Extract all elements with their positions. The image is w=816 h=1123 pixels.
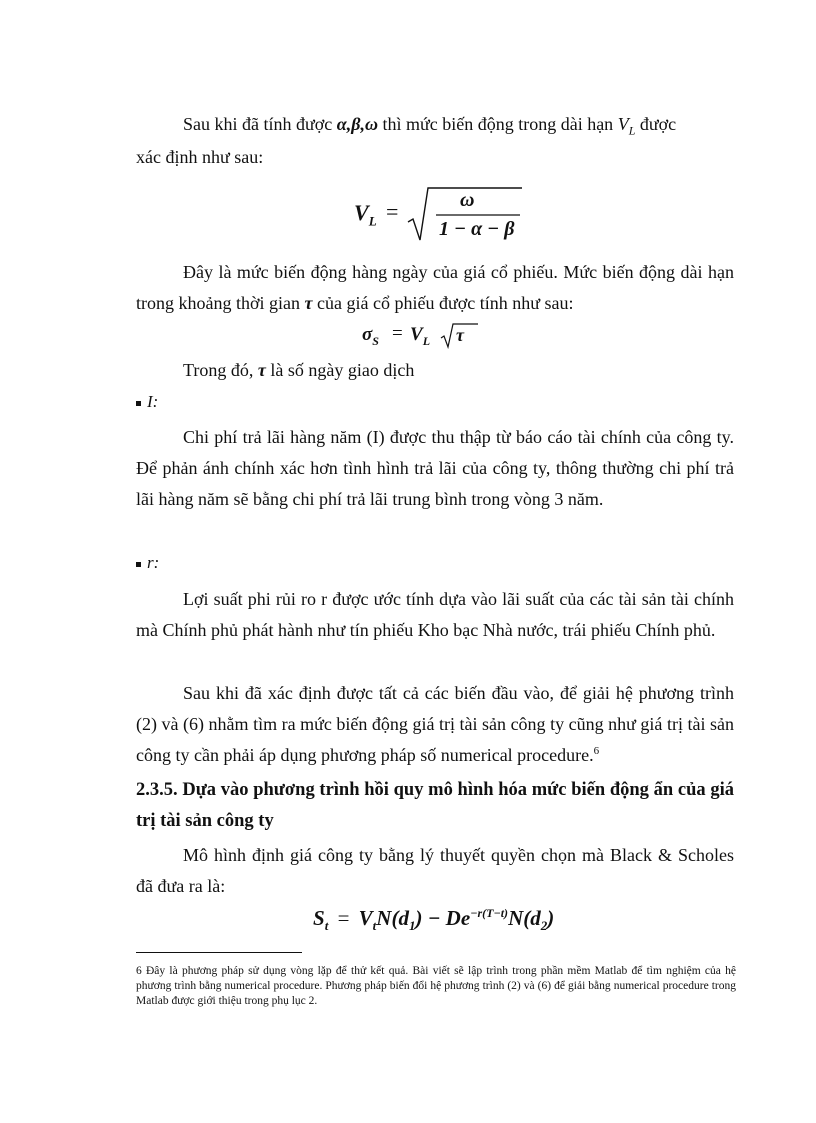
paragraph-1-line-2: xác định như sau: — [136, 147, 264, 167]
paragraph-6: Sau khi đã xác định được tất cả các biến đầu vào, để giải hệ phương trình (2) và (6) nhằm tìm ra mức biến động giá trị tài sản công ty cũng như giá trị tài sản công ty cần phải áp dụng phương pháp số numerical procedure.$^6$ — [136, 683, 734, 765]
alpha-beta-omega-symbols: α,β,ω — [336, 114, 378, 134]
paragraph-5: Lợi suất phi rủi ro r được ước tính dựa vào lãi suất của các tài sản tài chính mà Chính phủ phát hành như tín phiếu Kho bạc Nhà nước, trái phiếu Chính phủ. — [136, 589, 734, 640]
paragraph-3: Trong đó, τ là số ngày giao dịch — [183, 360, 415, 380]
equation-1-denominator: 1 − α − β — [439, 218, 515, 240]
section-heading-2-3-5: 2.3.5. Dựa vào phương trình hồi quy mô hình hóa mức biến động ẩn của giá trị tài sản công ty — [136, 780, 734, 831]
equation-1-numerator: ω — [460, 189, 475, 211]
equation-stock-volatility: $\sigma_S$ = $V_L$ τ — [362, 322, 492, 352]
equation-black-scholes: $S_t = V_tN(d_1) - De^{-r(T-t)}N(d_2)$ — [313, 906, 555, 934]
footnote-separator — [136, 952, 302, 953]
footnote-6 — [136, 964, 736, 1009]
paragraph-2: Đây là mức biến động hàng ngày của giá cổ phiếu. Mức biến động dài hạn trong khoảng thời gian τ của giá cổ phiếu được tính như sau: — [136, 262, 734, 313]
equation-long-term-volatility: $V_L$ = ω 1 − α − β — [354, 186, 524, 244]
bullet-marker — [136, 562, 141, 567]
paragraph-4: Chi phí trả lãi hàng năm (I) được thu thập từ báo cáo tài chính của công ty. Để phản ánh chính xác hơn tình hình trả lãi của công ty, thông thường chi phí trả lãi hàng năm sẽ bằng chi phí trả lãi trung bình trong vòng 3 năm. — [136, 427, 734, 509]
footnote-reference[interactable]: 6 — [593, 745, 600, 757]
paragraph-1-line-1: Sau khi đã tính được α,β,ω thì mức biến động trong dài hạn $V_L$ được — [183, 114, 677, 138]
bullet-item-i: I: — [136, 392, 158, 412]
footnote-number: 6 — [136, 965, 142, 977]
footnote-text: Đây là phương pháp sử dụng vòng lặp để thử kết quả. Bài viết sẽ lập trình trong phần mềm Matlab để tìm nghiệm của hệ phương trình bằng numerical procedure. Phương pháp biến đổi hệ phương trình (2) và (6) để giải bằng numerical procedure trong Matlab được giới thiệu trong phụ lục 2. — [136, 965, 736, 1007]
bullet-item-r: r: — [136, 553, 159, 573]
paragraph-7: Mô hình định giá công ty bằng lý thuyết quyền chọn mà Black & Scholes đã đưa ra là: — [136, 845, 734, 896]
bullet-marker — [136, 401, 141, 406]
